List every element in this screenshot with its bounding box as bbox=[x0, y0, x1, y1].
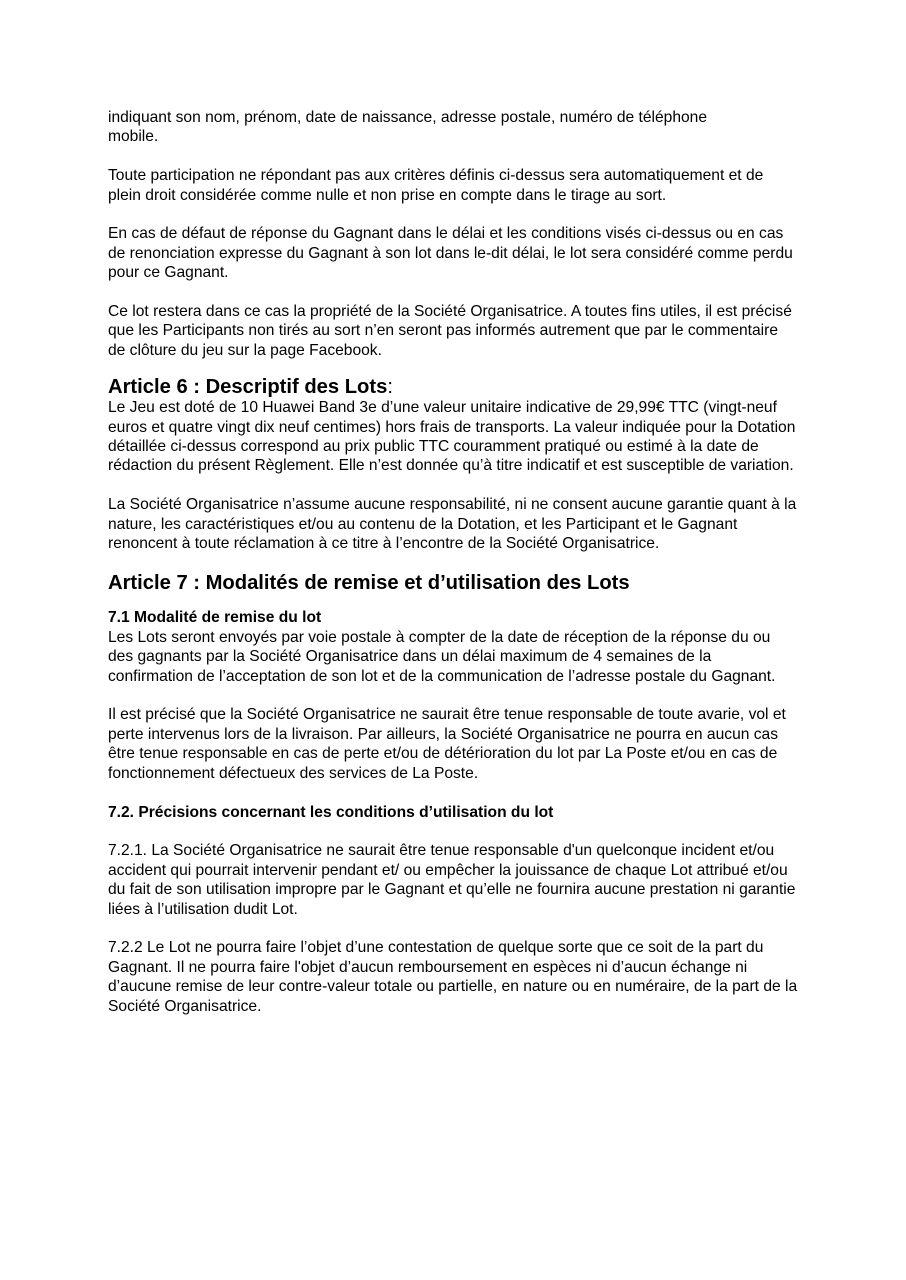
intro-paragraph-1: indiquant son nom, prénom, date de naissance, adresse postale, numéro de téléphone mobile. bbox=[108, 109, 708, 146]
section-7-1-paragraph-2: Il est précisé que la Société Organisatrice ne saurait être tenue responsable de toute avarie, vol et perte intervenus lors de la livraison. Par ailleurs, la Société Organisatrice ne pourra en aucun cas être tenue responsable en cas de perte et/ou de détérioration du lot par La Poste et/ou en cas de fonctionnement défectueux des services de La Poste. bbox=[108, 706, 786, 782]
article-7-heading: Article 7 : Modalités de remise et d’utilisation des Lots bbox=[108, 572, 630, 595]
article-6-title: Article 6 : Descriptif des Lots bbox=[108, 376, 388, 399]
section-7-2-heading: 7.2. Précisions concernant les conditions d’utilisation du lot bbox=[108, 803, 554, 821]
intro-paragraph-3: En cas de défaut de réponse du Gagnant dans le délai et les conditions visés ci-dessus ou en cas de renonciation expresse du Gagnant à son lot dans le-dit délai, le lot sera considéré comme perdu pour ce Gagnant. bbox=[108, 225, 793, 282]
article-6-paragraph-2: La Société Organisatrice n’assume aucune responsabilité, ni ne consent aucune garantie quant à la nature, les caractéristiques et/ou au contenu de la Dotation, et les Participant et le Gagnant renoncent à toute réclamation à ce titre à l’encontre de la Société Organisatrice. bbox=[108, 496, 797, 553]
article-6-paragraph-1: Le Jeu est doté de 10 Huawei Band 3e d’une valeur unitaire indicative de 29,99€ TTC (vingt-neuf euros et quatre vingt dix neuf centimes) hors frais de transports. La valeur indiquée pour la Dotation détaillée ci-dessus correspond au prix public TTC couramment pratiqué ou estimé à la date de rédaction du présent Règlement. Elle n’est donnée qu’à titre indicatif et est susceptible de variation. bbox=[108, 399, 796, 475]
intro-paragraph-4: Ce lot restera dans ce cas la propriété de la Société Organisatrice. A toutes fins utiles, il est précisé que les Participants non tirés au sort n’en seront pas informés autrement que par le commentaire de clôture du jeu sur la page Facebook. bbox=[108, 303, 792, 359]
section-7-1-heading: 7.1 Modalité de remise du lot bbox=[108, 609, 322, 627]
section-7-1-paragraph-1: Les Lots seront envoyés par voie postale à compter de la date de réception de la réponse du ou des gagnants par la Société Organisatrice dans un délai maximum de 4 semaines de la confirmation de l’acceptation de son lot et de la communication de l’adresse postale du Gagnant. bbox=[108, 628, 776, 685]
intro-paragraph-2: Toute participation ne répondant pas aux critères définis ci-dessus sera automatiquement et de plein droit considérée comme nulle et non prise en compte dans le tirage au sort. bbox=[108, 167, 764, 204]
section-7-2-1-paragraph: 7.2.1. La Société Organisatrice ne saurait être tenue responsable d'un quelconque incident et/ou accident qui pourrait intervenir pendant et/ ou empêcher la jouissance de chaque Lot attribué et/ou du fait de son utilisation impropre par le Gagnant et qu’elle ne fournira aucune prestation ni garantie liées à l’utilisation dudit Lot. bbox=[108, 842, 796, 918]
document-page bbox=[108, 108, 808, 1016]
article-6-colon: : bbox=[387, 376, 393, 399]
section-7-2-2-paragraph: 7.2.2 Le Lot ne pourra faire l’objet d’une contestation de quelque sorte que ce soit de la part du Gagnant. Il ne pourra faire l'objet d’aucun remboursement en espèces ni d’aucun échange ni d’aucune remise de leur contre-valeur totale ou partielle, en nature ou en numéraire, de la part de la Société Organisatrice. bbox=[108, 939, 798, 1015]
article-6-heading bbox=[108, 376, 808, 398]
